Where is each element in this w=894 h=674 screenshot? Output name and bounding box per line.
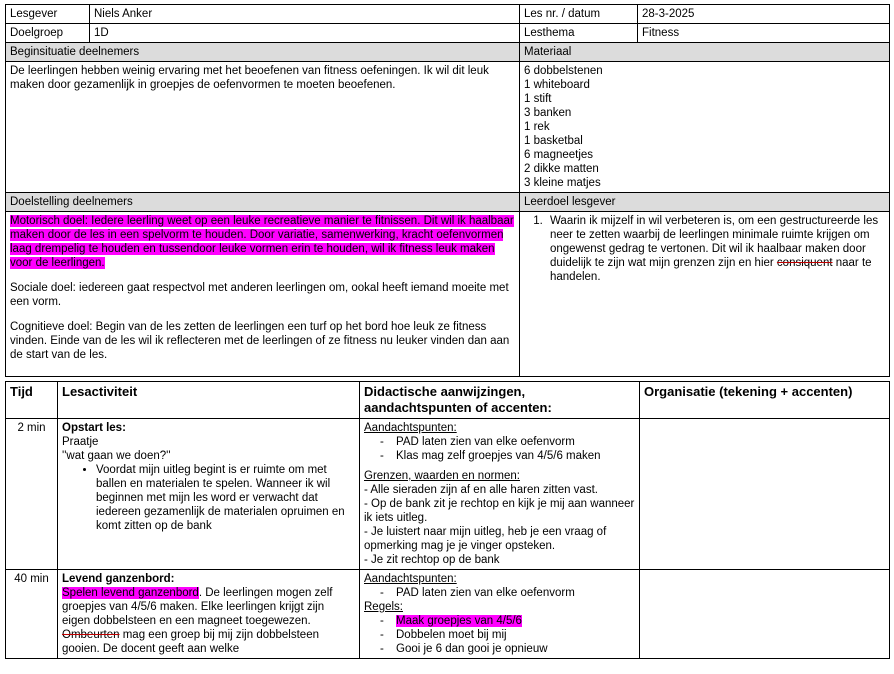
cell-didactisch xyxy=(360,418,640,569)
didactisch-regel-highlight: Maak groepjes van 4/5/6 xyxy=(396,615,522,628)
doelstelling-cognitief: Cognitieve doel: Begin van de les zetten de leerlingen een turf op het bord hoe leuk ze fitness vinden. Einde van de les wil ik reflecteren met de leerlingen of ze fitness nu leuker vinden dan aan de start van de les. xyxy=(10,321,510,362)
beginsituatie-paragraph: De leerlingen hebben weinig ervaring met het beoefenen van fitness oefeningen. Ik wil dit leuk maken door gezamenlijk in groepjes de oefenvormen te moeten beoefenen. xyxy=(10,65,489,92)
title-materiaal: Materiaal xyxy=(520,43,890,62)
didactisch-heading: Aandachtspunten: xyxy=(364,421,457,434)
activity-body xyxy=(62,586,355,656)
label-lesthema: Lesthema xyxy=(520,24,638,43)
didactisch-dash-item: - Klas mag zelf groepjes van 4/5/6 maken xyxy=(380,449,635,463)
didactisch-subline: - Alle sieraden zijn af en alle haren zitten vast. xyxy=(364,483,598,496)
text-leerdoel xyxy=(520,212,890,377)
materiaal-item: 1 rek xyxy=(524,121,550,134)
materiaal-item: 1 stift xyxy=(524,93,552,106)
doelstelling-sociaal: Sociale doel: iedereen gaat respectvol met anderen leerlingen om, ookal heeft iemand moeite met een vorm. xyxy=(10,282,509,309)
activity-highlight: Spelen levend ganzenbord xyxy=(62,587,199,600)
title-beginsituatie: Beginsituatie deelnemers xyxy=(6,43,520,62)
column-header-lesactiviteit: Lesactiviteit xyxy=(58,382,360,419)
value-lesthema: Fitness xyxy=(638,24,890,43)
didactisch-regel-item: - Gooi je 6 dan gooi je opnieuw xyxy=(380,642,635,656)
activity-body-text: . De leerlingen mogen zelf groepjes van 4/5/6 maken. Elke leerlingen krijgt zijn eigen dobbelsteen en een magneet toegewezen. xyxy=(62,587,333,628)
column-header-didactisch: Didactische aanwijzingen, aandachtspunten of accenten: xyxy=(360,382,640,419)
cell-lesactiviteit xyxy=(58,418,360,569)
cell-didactisch xyxy=(360,570,640,659)
leerdoel-text-post: naar te handelen. xyxy=(550,257,872,284)
activity-line: Praatje xyxy=(62,435,99,448)
didactisch-subheading: Regels: xyxy=(364,601,403,614)
activity-body-end: mag een groep bij mij zijn dobbelsteen gooien. De docent geeft aan welke xyxy=(62,629,319,656)
title-doelstelling: Doelstelling deelnemers xyxy=(6,193,520,212)
section-title-row-2 xyxy=(6,193,890,212)
didactisch-subline: - Je zit rechtop op de bank xyxy=(364,554,500,567)
cell-organisatie xyxy=(640,418,890,569)
didactisch-subline: - Op de bank zit je rechtop en kijk je mij aan wanneer ik iets uitleg. xyxy=(364,498,635,525)
list-materiaal xyxy=(520,62,890,193)
activity-table xyxy=(5,381,890,659)
materiaal-item: 1 basketbal xyxy=(524,135,583,148)
materiaal-item: 2 dikke matten xyxy=(524,163,599,176)
activity-title: Opstart les: xyxy=(62,421,126,434)
leerdoel-text-pre: Waarin ik mijzelf in wil verbeteren is, om een gestructureerde les neer te zetten waarbij de leerlingen minimale ruimte krijgen om ongewenst gedrag te vertonen. Dit wil ik haalbaar maken door duidelijk te zijn wat mijn grenzen zijn en hier xyxy=(550,215,879,270)
section-content-row-2 xyxy=(6,212,890,377)
doelstelling-motorisch-highlight: Motorisch doel: Iedere leerling weet op een leuke recreatieve manier te fitnissen. Dit wil ik haalbaar maken door de les in een spelvorm te houden. Door variatie, samenwerking, kracht oefenvormen laag drempelig te houden en tussendoor leuke vormen erin te houden, wil ik fitness leuk maken voor de leerlingen. xyxy=(10,215,514,270)
table-row xyxy=(6,418,890,569)
didactisch-regels-list xyxy=(364,614,635,656)
header-row-lesgever xyxy=(6,5,890,24)
text-doelstelling xyxy=(6,212,520,377)
column-header-organisatie: Organisatie (tekening + accenten) xyxy=(640,382,890,419)
didactisch-dash-item: - PAD laten zien van elke oefenvorm xyxy=(380,435,635,449)
cell-lesactiviteit xyxy=(58,570,360,659)
title-leerdoel: Leerdoel lesgever xyxy=(520,193,890,212)
label-doelgroep: Doelgroep xyxy=(6,24,90,43)
leerdoel-list xyxy=(524,214,885,284)
text-beginsituatie xyxy=(6,62,520,193)
didactisch-subline: - Je luistert naar mijn uitleg, heb je een vraag of opmerking mag je je vinger opsteken. xyxy=(364,526,607,553)
materiaal-item: 6 dobbelstenen xyxy=(524,65,603,78)
didactisch-subheading: Grenzen, waarden en normen: xyxy=(364,469,520,482)
header-row-doelgroep xyxy=(6,24,890,43)
didactisch-dash-item: - PAD laten zien van elke oefenvorm xyxy=(380,586,635,600)
document-table xyxy=(5,4,890,377)
label-lesgever: Lesgever xyxy=(6,5,90,24)
value-lesgever: Niels Anker xyxy=(90,5,520,24)
materiaal-item: 1 whiteboard xyxy=(524,79,590,92)
doelstelling-motorisch xyxy=(10,214,515,270)
table-row xyxy=(6,570,890,659)
didactisch-heading: Aandachtspunten: xyxy=(364,573,457,586)
materiaal-item: 3 banken xyxy=(524,107,572,120)
value-doelgroep: 1D xyxy=(90,24,520,43)
activity-table-header xyxy=(6,382,890,419)
column-header-tijd: Tijd xyxy=(6,382,58,419)
leerdoel-item xyxy=(546,214,885,284)
activity-bullet-item: • Voordat mijn uitleg begint is er ruimte om met ballen en materialen te spelen. Wanneer ik wil beginnen met mijn les word er verwacht dat iedereen gezamenlijk de materialen opruimen en komt zitten op de bank xyxy=(96,463,355,533)
activity-strike-word: Ombeurten xyxy=(62,629,120,642)
didactisch-dash-list xyxy=(364,435,635,463)
materiaal-item: 3 kleine matjes xyxy=(524,177,601,190)
cell-tijd: 2 min xyxy=(6,418,58,569)
materiaal-item: 6 magneetjes xyxy=(524,149,594,162)
section-content-row-1 xyxy=(6,62,890,193)
didactisch-regel-item: - Dobbelen moet bij mij xyxy=(380,628,635,642)
didactisch-regel-item-highlighted xyxy=(380,614,635,628)
cell-tijd: 40 min xyxy=(6,570,58,659)
activity-title: Levend ganzenbord: xyxy=(62,573,175,586)
cell-organisatie xyxy=(640,570,890,659)
label-lesnummer-datum: Les nr. / datum xyxy=(520,5,638,24)
leerdoel-text-strike: consiquent xyxy=(776,257,833,270)
value-lesnummer-datum: 28-3-2025 xyxy=(638,5,890,24)
activity-line: ''wat gaan we doen?'' xyxy=(62,449,171,462)
section-title-row-1 xyxy=(6,43,890,62)
activity-bullets xyxy=(62,463,355,533)
didactisch-dash-list xyxy=(364,586,635,600)
